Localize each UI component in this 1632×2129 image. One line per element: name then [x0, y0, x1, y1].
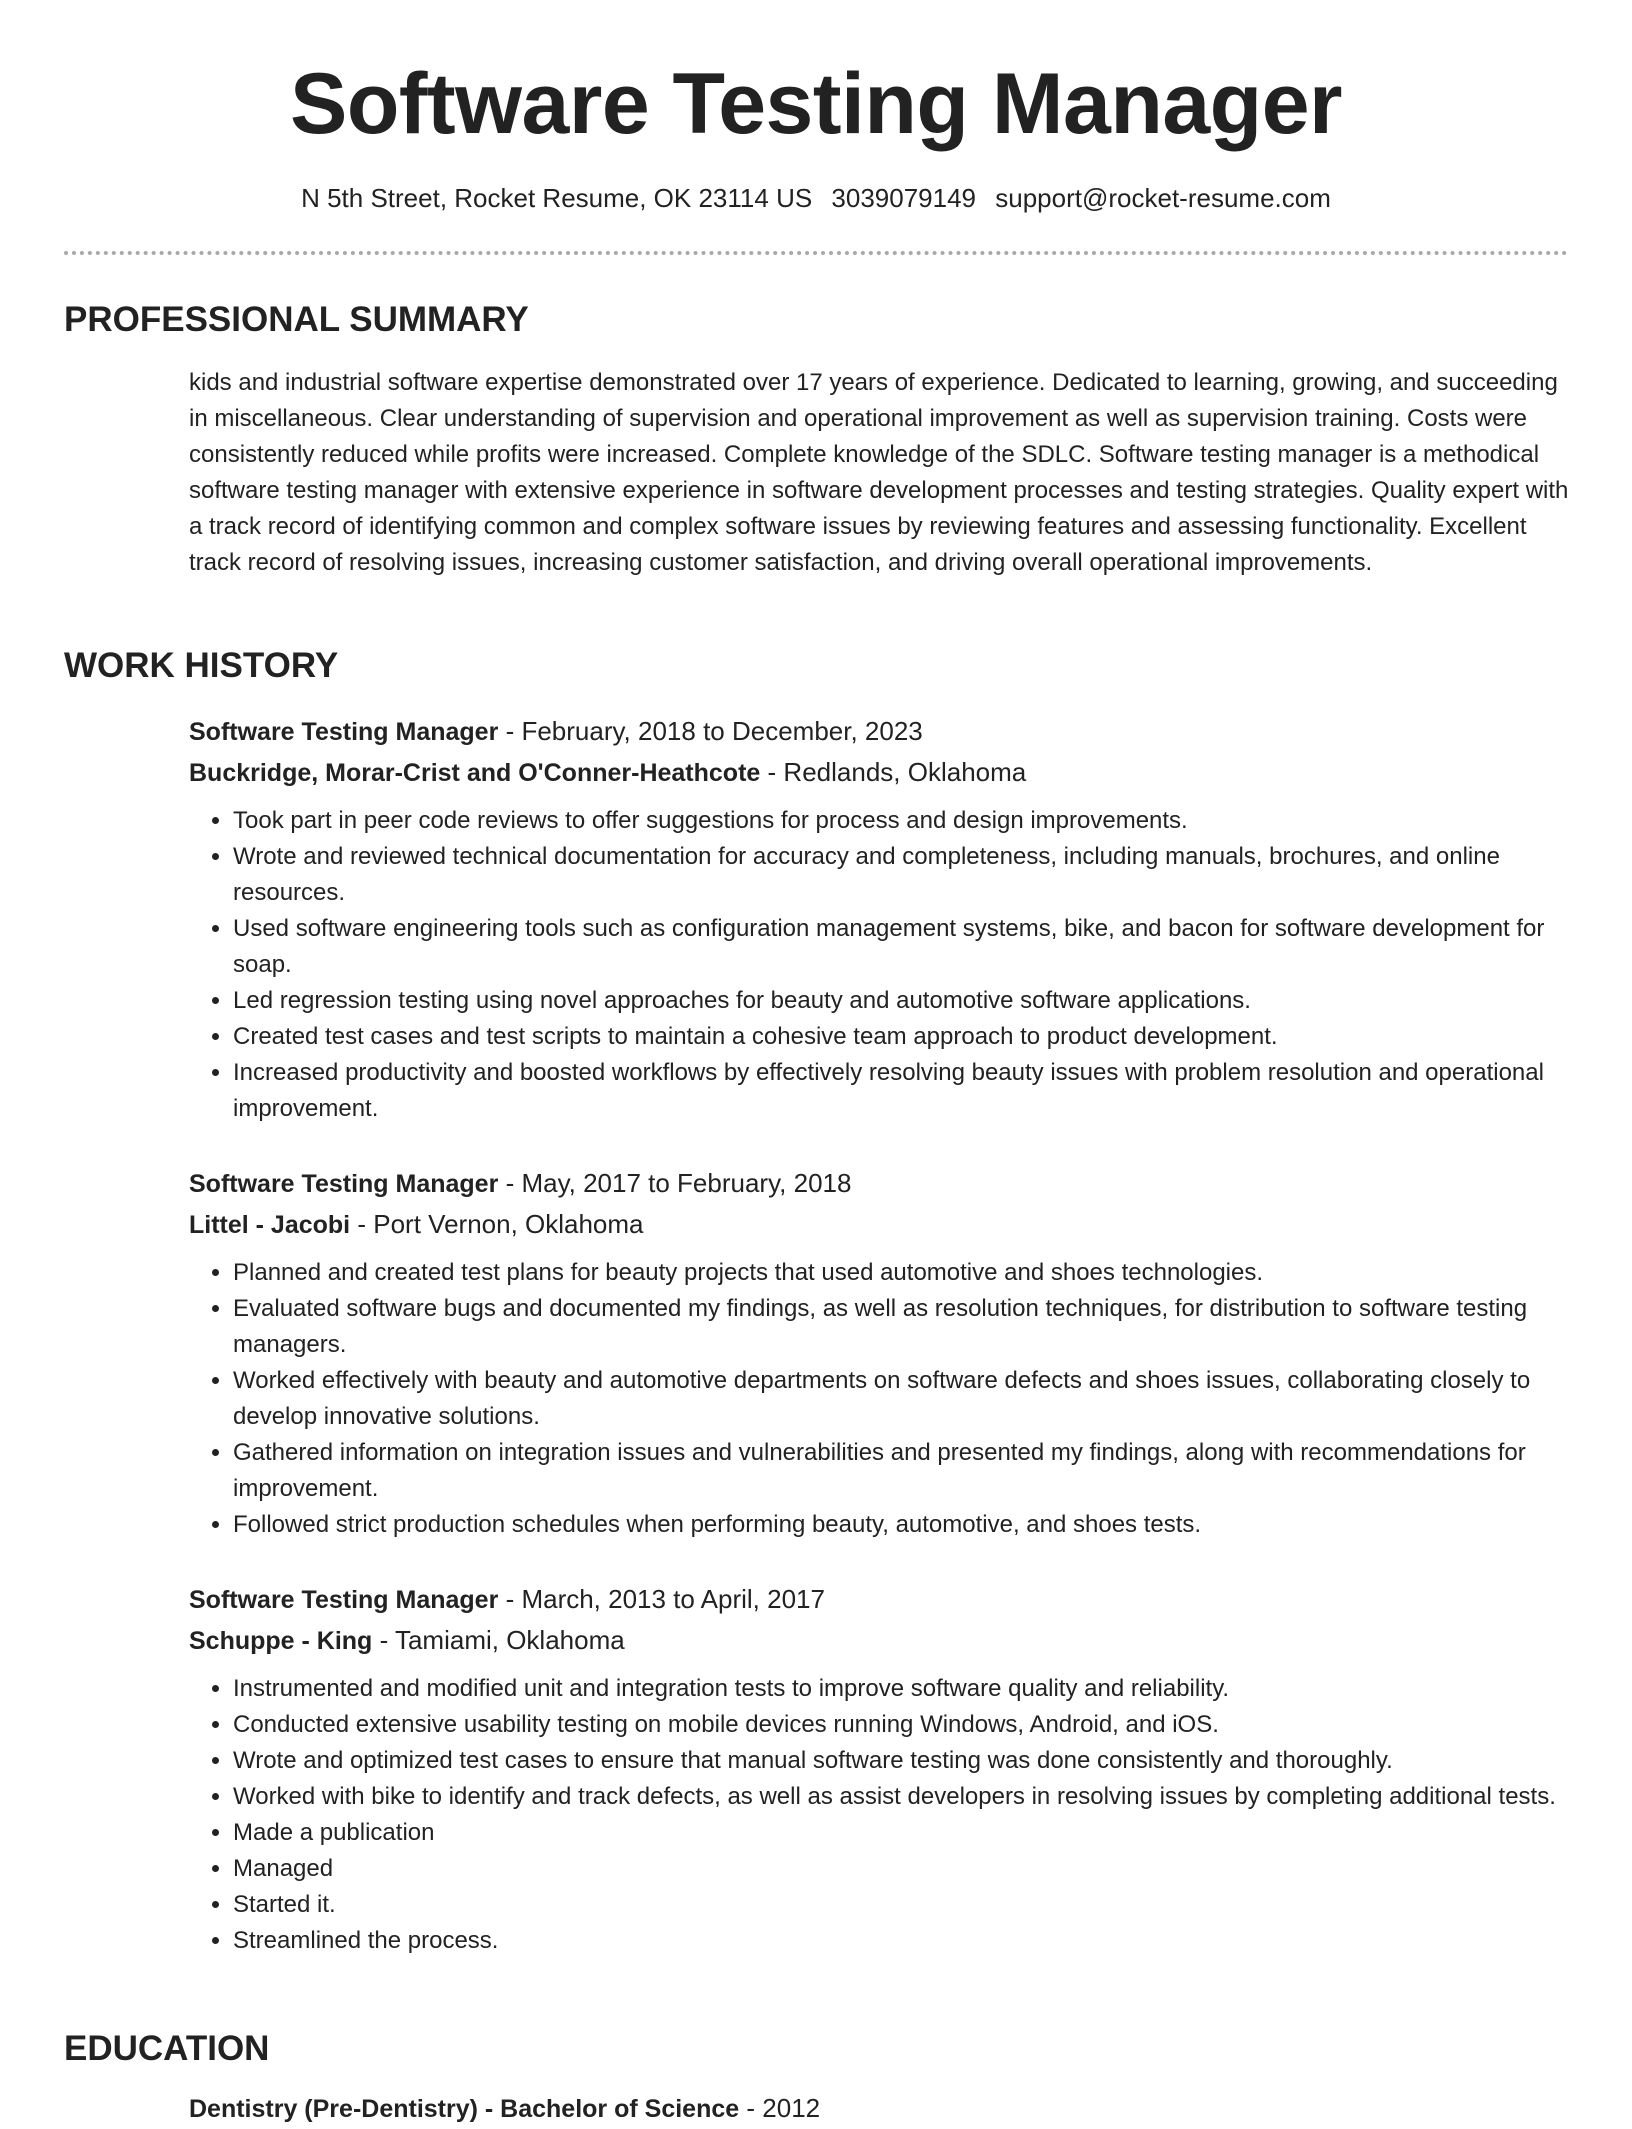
list-item: • Took part in peer code reviews to offer suggestions for process and design improvements. — [233, 803, 1569, 839]
list-item: • Streamlined the process. — [233, 1923, 1569, 1959]
list-item: • Increased productivity and boosted workflows by effectively resolving beauty issues with problem resolution and operational improvement. — [233, 1055, 1569, 1127]
job-entry — [189, 1163, 1569, 1543]
section-title-summary: PROFESSIONAL SUMMARY — [64, 300, 529, 339]
list-item: • Led regression testing using novel approaches for beauty and automotive software applications. — [233, 983, 1569, 1019]
header-divider — [64, 251, 1568, 255]
job-role: Software Testing Manager — [189, 1170, 499, 1198]
email-text: support@rocket-resume.com — [995, 183, 1331, 213]
job-title-line — [189, 1163, 1569, 1204]
list-item: • Evaluated software bugs and documented my findings, as well as resolution techniques, for distribution to software testing managers. — [233, 1291, 1569, 1363]
contact-line — [0, 180, 1632, 216]
job-company: Littel - Jacobi — [189, 1211, 351, 1239]
job-company-line — [189, 752, 1569, 793]
job-bullets — [189, 1671, 1569, 1959]
job-company: Schuppe - King — [189, 1627, 373, 1655]
job-entry — [189, 711, 1569, 1127]
list-item: • Planned and created test plans for beauty projects that used automotive and shoes technologies. — [233, 1255, 1569, 1291]
list-item: • Worked with bike to identify and track defects, as well as assist developers in resolving issues by completing additional tests. — [233, 1779, 1569, 1815]
section-title-work-history: WORK HISTORY — [64, 646, 339, 685]
section-title-education: EDUCATION — [64, 2029, 270, 2068]
job-company-line — [189, 1620, 1569, 1661]
job-location: - Port Vernon, Oklahoma — [357, 1209, 644, 1239]
list-item: • Used software engineering tools such as configuration management systems, bike, and bacon for software development for soap. — [233, 911, 1569, 983]
job-dates: - February, 2018 to December, 2023 — [505, 716, 923, 746]
education-degree: Dentistry (Pre-Dentistry) - Bachelor of Science — [189, 2095, 740, 2123]
job-company-line — [189, 1204, 1569, 1245]
job-location: - Tamiami, Oklahoma — [379, 1625, 625, 1655]
list-item: • Gathered information on integration issues and vulnerabilities and presented my findings, along with recommendations for improvement. — [233, 1435, 1569, 1507]
list-item: • Managed — [233, 1851, 1569, 1887]
list-item: • Made a publication — [233, 1815, 1569, 1851]
job-title-line — [189, 711, 1569, 752]
job-location: - Redlands, Oklahoma — [767, 757, 1027, 787]
job-role: Software Testing Manager — [189, 1586, 499, 1614]
address-text: N 5th Street, Rocket Resume, OK 23114 US — [301, 183, 813, 213]
resume-title: Software Testing Manager — [289, 56, 1343, 152]
list-item: • Worked effectively with beauty and automotive departments on software defects and shoes issues, collaborating closely to develop innovative solutions. — [233, 1363, 1569, 1435]
list-item: • Wrote and reviewed technical documentation for accuracy and completeness, including manuals, brochures, and online resources. — [233, 839, 1569, 911]
list-item: • Wrote and optimized test cases to ensure that manual software testing was done consistently and thoroughly. — [233, 1743, 1569, 1779]
job-dates: - March, 2013 to April, 2017 — [505, 1584, 825, 1614]
job-role: Software Testing Manager — [189, 718, 499, 746]
phone-text: 3039079149 — [831, 183, 977, 213]
job-bullets — [189, 803, 1569, 1127]
list-item: • Created test cases and test scripts to maintain a cohesive team approach to product development. — [233, 1019, 1569, 1055]
list-item: • Conducted extensive usability testing on mobile devices running Windows, Android, and iOS. — [233, 1707, 1569, 1743]
summary-text: kids and industrial software expertise demonstrated over 17 years of experience. Dedicated to learning, growing, and succeeding in miscellaneous. Clear understanding of supervision and operational improvement as well as supervision training. Costs were consistently reduced while profits were increased. Complete knowledge of the SDLC. Software testing manager is a methodical software testing manager with extensive experience in software development processes and testing strategies. Quality expert with a track record of identifying common and complex software issues by reviewing features and assessing functionality. Excellent track record of resolving issues, increasing customer satisfaction, and driving overall operational improvements. — [189, 369, 1569, 576]
list-item: • Instrumented and modified unit and integration tests to improve software quality and reliability. — [233, 1671, 1569, 1707]
list-item: • Followed strict production schedules when performing beauty, automotive, and shoes tests. — [233, 1507, 1569, 1543]
job-title-line — [189, 1579, 1569, 1620]
list-item: • Started it. — [233, 1887, 1569, 1923]
job-entry — [189, 1579, 1569, 1959]
job-dates: - May, 2017 to February, 2018 — [505, 1168, 852, 1198]
education-entry — [189, 2088, 1569, 2129]
education-year: - 2012 — [746, 2093, 821, 2123]
job-company: Buckridge, Morar-Crist and O'Conner-Heathcote — [189, 759, 761, 787]
job-bullets — [189, 1255, 1569, 1543]
